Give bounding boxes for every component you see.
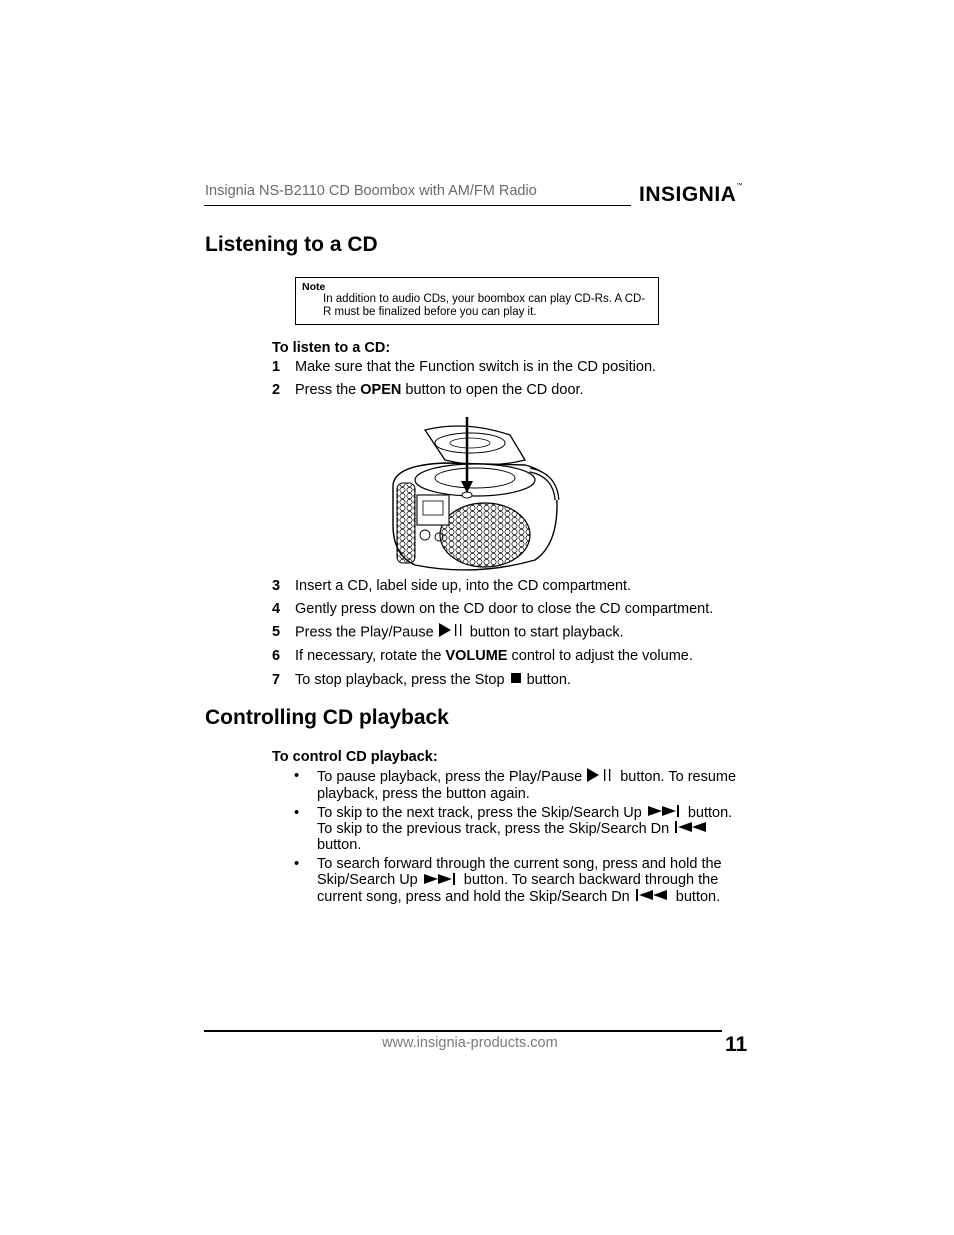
play-pause-icon xyxy=(586,768,616,786)
step-number: 6 xyxy=(272,648,281,664)
step-text-pre: To stop playback, press the Stop xyxy=(295,672,509,688)
bullet-text: button. To search backward through the current song, press and hold the Skip/Search Dn xyxy=(317,872,719,905)
play-pause-icon xyxy=(438,623,466,642)
header-title: Insignia NS-B2110 CD Boombox with AM/FM Radio xyxy=(205,183,537,199)
section-heading-listening: Listening to a CD xyxy=(205,233,378,256)
footer-url: www.insignia-products.com xyxy=(382,1035,558,1051)
bullet-text: To skip to the next track, press the Skip/Search Up xyxy=(317,805,646,821)
step-number: 2 xyxy=(272,382,281,398)
list-item xyxy=(294,768,749,802)
procedure-heading-listen: To listen to a CD: xyxy=(272,340,391,356)
step-text xyxy=(295,671,571,689)
step-text: Gently press down on the CD door to close the CD compartment. xyxy=(295,601,714,617)
step-text xyxy=(295,381,584,399)
footer-rule xyxy=(204,1030,722,1032)
step-text-post: button to open the CD door. xyxy=(401,382,584,398)
step-text-pre: Press the Play/Pause xyxy=(295,624,438,641)
note-title: Note xyxy=(302,281,326,293)
step-number: 7 xyxy=(272,672,281,688)
step-text: Make sure that the Function switch is in the CD position. xyxy=(295,359,657,375)
bullet-text: button. xyxy=(671,888,721,905)
bullet-symbol: • xyxy=(294,768,300,784)
step-text: Insert a CD, label side up, into the CD compartment. xyxy=(295,578,632,594)
skip-down-icon xyxy=(634,889,672,905)
step-text xyxy=(295,623,624,642)
bullet-text: button. To resume playback, press the button again. xyxy=(317,768,737,802)
step-text-pre: If necessary, rotate the xyxy=(295,648,446,664)
step-text-post: button to start playback. xyxy=(465,624,624,641)
page-number: 11 xyxy=(725,1033,748,1056)
stop-icon xyxy=(509,671,523,689)
header-rule xyxy=(204,205,631,206)
step-number: 3 xyxy=(272,578,281,594)
step-number: 5 xyxy=(272,624,281,640)
list-item xyxy=(294,805,749,853)
procedure-heading-control: To control CD playback: xyxy=(272,749,438,765)
note-box xyxy=(295,277,659,325)
step-number: 1 xyxy=(272,359,281,375)
open-label: OPEN xyxy=(360,382,402,398)
skip-up-icon xyxy=(422,873,460,889)
skip-up-icon xyxy=(646,805,684,821)
bullet-symbol: • xyxy=(294,805,300,821)
boombox-illustration xyxy=(385,415,565,575)
step-number: 4 xyxy=(272,601,281,617)
step-text-post: button. xyxy=(522,672,571,688)
skip-down-icon xyxy=(673,821,711,837)
note-body: In addition to audio CDs, your boombox can play CD-Rs. A CD-R must be finalized before you can play it. xyxy=(323,293,646,318)
bullet-text: To search forward through the current song, press and hold the Skip/Search Up xyxy=(317,856,722,889)
step-text-pre: Press the xyxy=(295,382,361,398)
volume-label: VOLUME xyxy=(445,648,508,664)
step-text-post: control to adjust the volume. xyxy=(507,648,693,664)
logo-text: INSIGNIA xyxy=(639,183,737,206)
bullet-text: To pause playback, press the Play/Pause xyxy=(317,768,587,785)
bullet-symbol: • xyxy=(294,856,300,873)
bullet-list xyxy=(294,768,749,905)
list-item xyxy=(294,856,749,904)
step-text xyxy=(295,647,693,665)
logo-trademark: ™ xyxy=(736,183,743,189)
bullet-text: button. xyxy=(317,837,362,854)
insignia-logo xyxy=(639,183,743,207)
bullet-text: button. To skip to the previous track, press the Skip/Search Dn xyxy=(317,805,733,838)
section-heading-controlling: Controlling CD playback xyxy=(205,706,449,729)
